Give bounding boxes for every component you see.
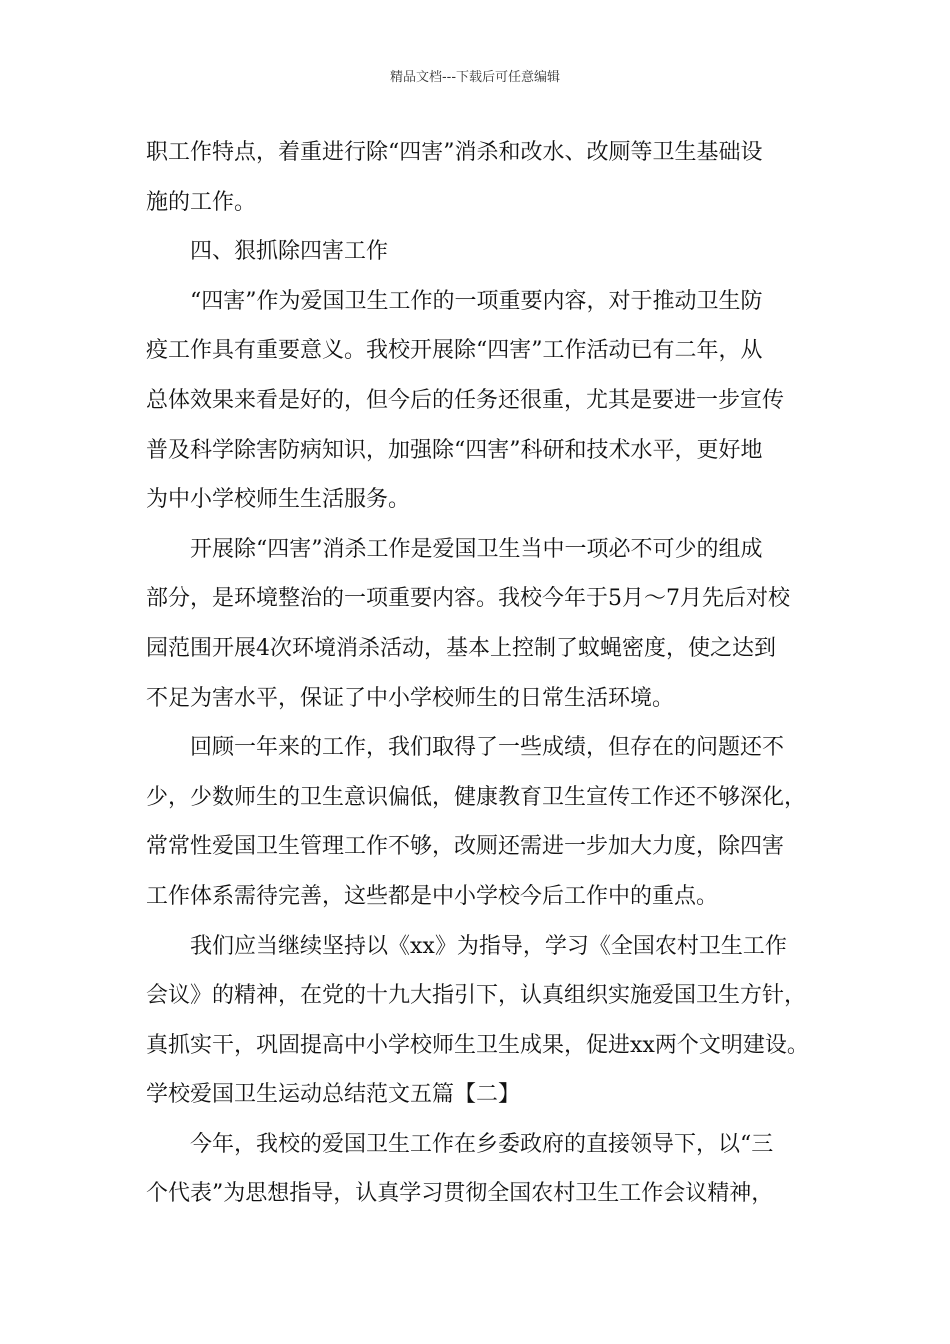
text-line: 总体效果来看是好的，但今后的任务还很重，尤其是要进一步宣传 bbox=[146, 387, 785, 413]
text-line: 普及科学除害防病知识，加强除“四害”科研和技术水平，更好地 bbox=[146, 437, 763, 463]
text-line: 开展除“四害”消杀工作是爱国卫生当中一项必不可少的组成 bbox=[190, 536, 763, 562]
text-line: 施的工作。 bbox=[146, 189, 257, 215]
text-line: 工作体系需待完善，这些都是中小学校今后工作中的重点。 bbox=[146, 883, 719, 909]
text-line: 部分，是环境整治的一项重要内容。我校今年于5月～7月先后对校 bbox=[146, 586, 790, 612]
text-line: 今年，我校的爱国卫生工作在乡委政府的直接领导下，以“三 bbox=[190, 1131, 774, 1157]
text-line: 为中小学校师生生活服务。 bbox=[146, 487, 411, 513]
article-title: 学校爱国卫生运动总结范文五篇【二】 bbox=[146, 1082, 521, 1108]
document-body bbox=[146, 128, 816, 1219]
section-heading: 四、狠抓除四害工作 bbox=[190, 239, 389, 265]
text-line: 个代表”为思想指导，认真学习贯彻全国农村卫生工作会议精神， bbox=[146, 1181, 774, 1207]
text-line: 职工作特点，着重进行除“四害”消杀和改水、改厕等卫生基础设 bbox=[146, 140, 763, 165]
text-line: 园范围开展4次环境消杀活动，基本上控制了蚊蝇密度，使之达到 bbox=[146, 635, 776, 661]
text-line: 少，少数师生的卫生意识偏低，健康教育卫生宣传工作还不够深化， bbox=[146, 784, 807, 810]
text-line: 常常性爱国卫生管理工作不够，改厕还需进一步加大力度，除四害 bbox=[146, 834, 785, 860]
text-line: 不足为害水平，保证了中小学校师生的日常生活环境。 bbox=[146, 685, 675, 711]
text-line: 真抓实干，巩固提高中小学校师生卫生成果，促进xx两个文明建设。 bbox=[146, 1032, 809, 1058]
text-line: 会议》的精神，在党的十九大指引下，认真组织实施爱国卫生方针， bbox=[146, 983, 807, 1009]
text-line: “四害”作为爱国卫生工作的一项重要内容，对于推动卫生防 bbox=[190, 288, 763, 314]
page-header: 精品文档---下载后可任意编辑 bbox=[389, 70, 561, 85]
text-line: 我们应当继续坚持以《xx》为指导，学习《全国农村卫生工作 bbox=[190, 933, 787, 959]
text-line: 回顾一年来的工作，我们取得了一些成绩，但存在的问题还不 bbox=[190, 735, 785, 761]
text-line: 疫工作具有重要意义。我校开展除“四害”工作活动已有二年，从 bbox=[146, 338, 763, 364]
